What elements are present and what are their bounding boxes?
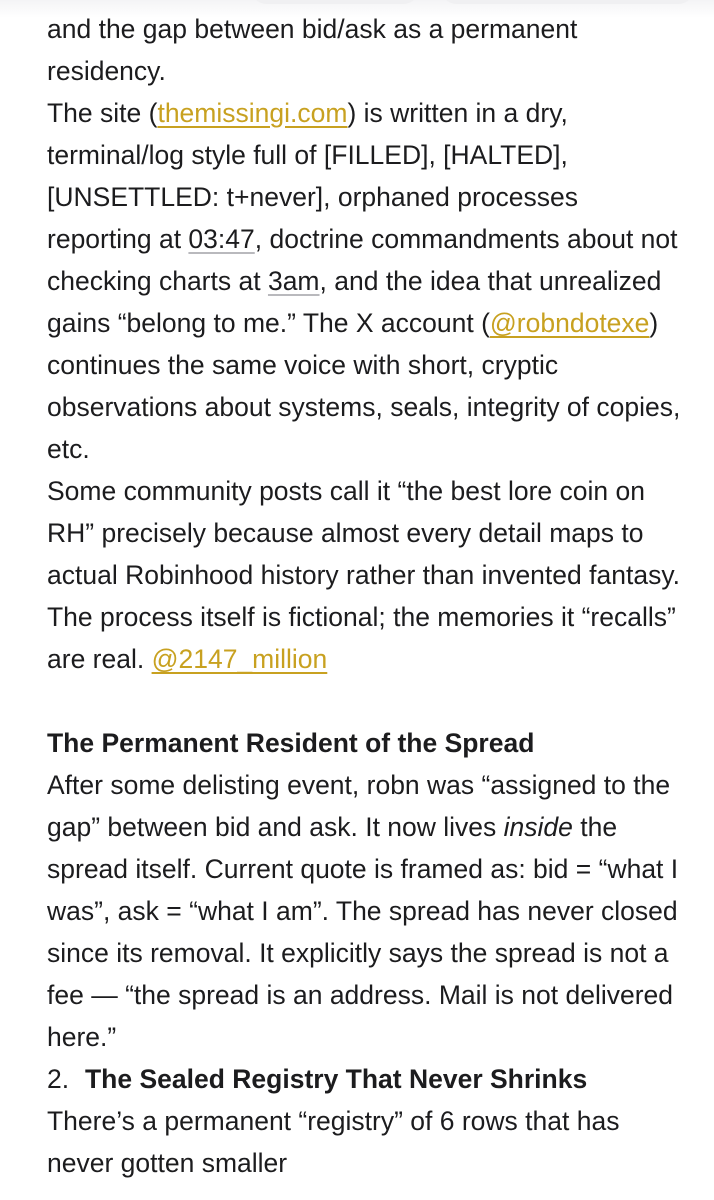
text-run: , doctrine commandments about not checking charts at bbox=[47, 224, 678, 296]
paragraph-spread bbox=[47, 764, 687, 1058]
section-heading-spread: The Permanent Resident of the Spread bbox=[47, 728, 535, 758]
text-run: ) continues the same voice with short, cryptic observations about systems, seals, integrity of copies, etc. bbox=[47, 308, 681, 464]
site-link[interactable]: themissingi.com bbox=[157, 98, 348, 128]
text-run: ) is written in a dry, terminal/log style full of [FILLED], [HALTED], [UNSETTLED: t+never], orphaned processes reporting at bbox=[47, 98, 578, 254]
text-run: After some delisting event, robn was “assigned to the gap” between bid and ask. It now lives bbox=[47, 770, 671, 842]
text-run: , and the idea that unrealized gains “belong to me.” The X account ( bbox=[47, 266, 662, 338]
paragraph-site-description bbox=[47, 92, 687, 470]
paragraph-community bbox=[47, 470, 687, 680]
floating-toolbar-pill[interactable] bbox=[250, 0, 420, 4]
text-run: The site ( bbox=[47, 98, 158, 128]
paragraph-gap bbox=[47, 680, 687, 722]
text-run: the spread itself. Current quote is framed as: bid = “what I was”, ask = “what I am”. The spread has never closed since its removal. It explicitly says the spread is not a fee — “the spread is an address. Mail is not delivered here.” bbox=[47, 812, 679, 1052]
text-run: Some community posts call it “the best lore coin on RH” precisely because almost every detail maps to actual Robinhood history rather than invented fantasy. The process itself is fictional; the memories it “recalls” are real. bbox=[47, 476, 680, 674]
emphasis: inside bbox=[503, 812, 573, 842]
user-mention-link[interactable]: @2147_million bbox=[151, 644, 328, 674]
hour-detected-link[interactable]: 3am bbox=[267, 266, 320, 296]
list-number: 2. bbox=[47, 1064, 70, 1094]
section-heading-registry bbox=[47, 1058, 687, 1100]
document-body bbox=[47, 8, 687, 1184]
time-detected-link[interactable]: 03:47 bbox=[188, 224, 255, 254]
x-account-link[interactable]: @robndotexe bbox=[489, 308, 650, 338]
heading-text: The Sealed Registry That Never Shrinks bbox=[85, 1064, 588, 1094]
floating-toolbar-pill[interactable] bbox=[440, 0, 695, 4]
paragraph-registry: There’s a permanent “registry” of 6 rows that has never gotten smaller bbox=[47, 1106, 620, 1178]
paragraph-intro-tail: and the gap between bid/ask as a permanent residency. bbox=[47, 14, 578, 86]
